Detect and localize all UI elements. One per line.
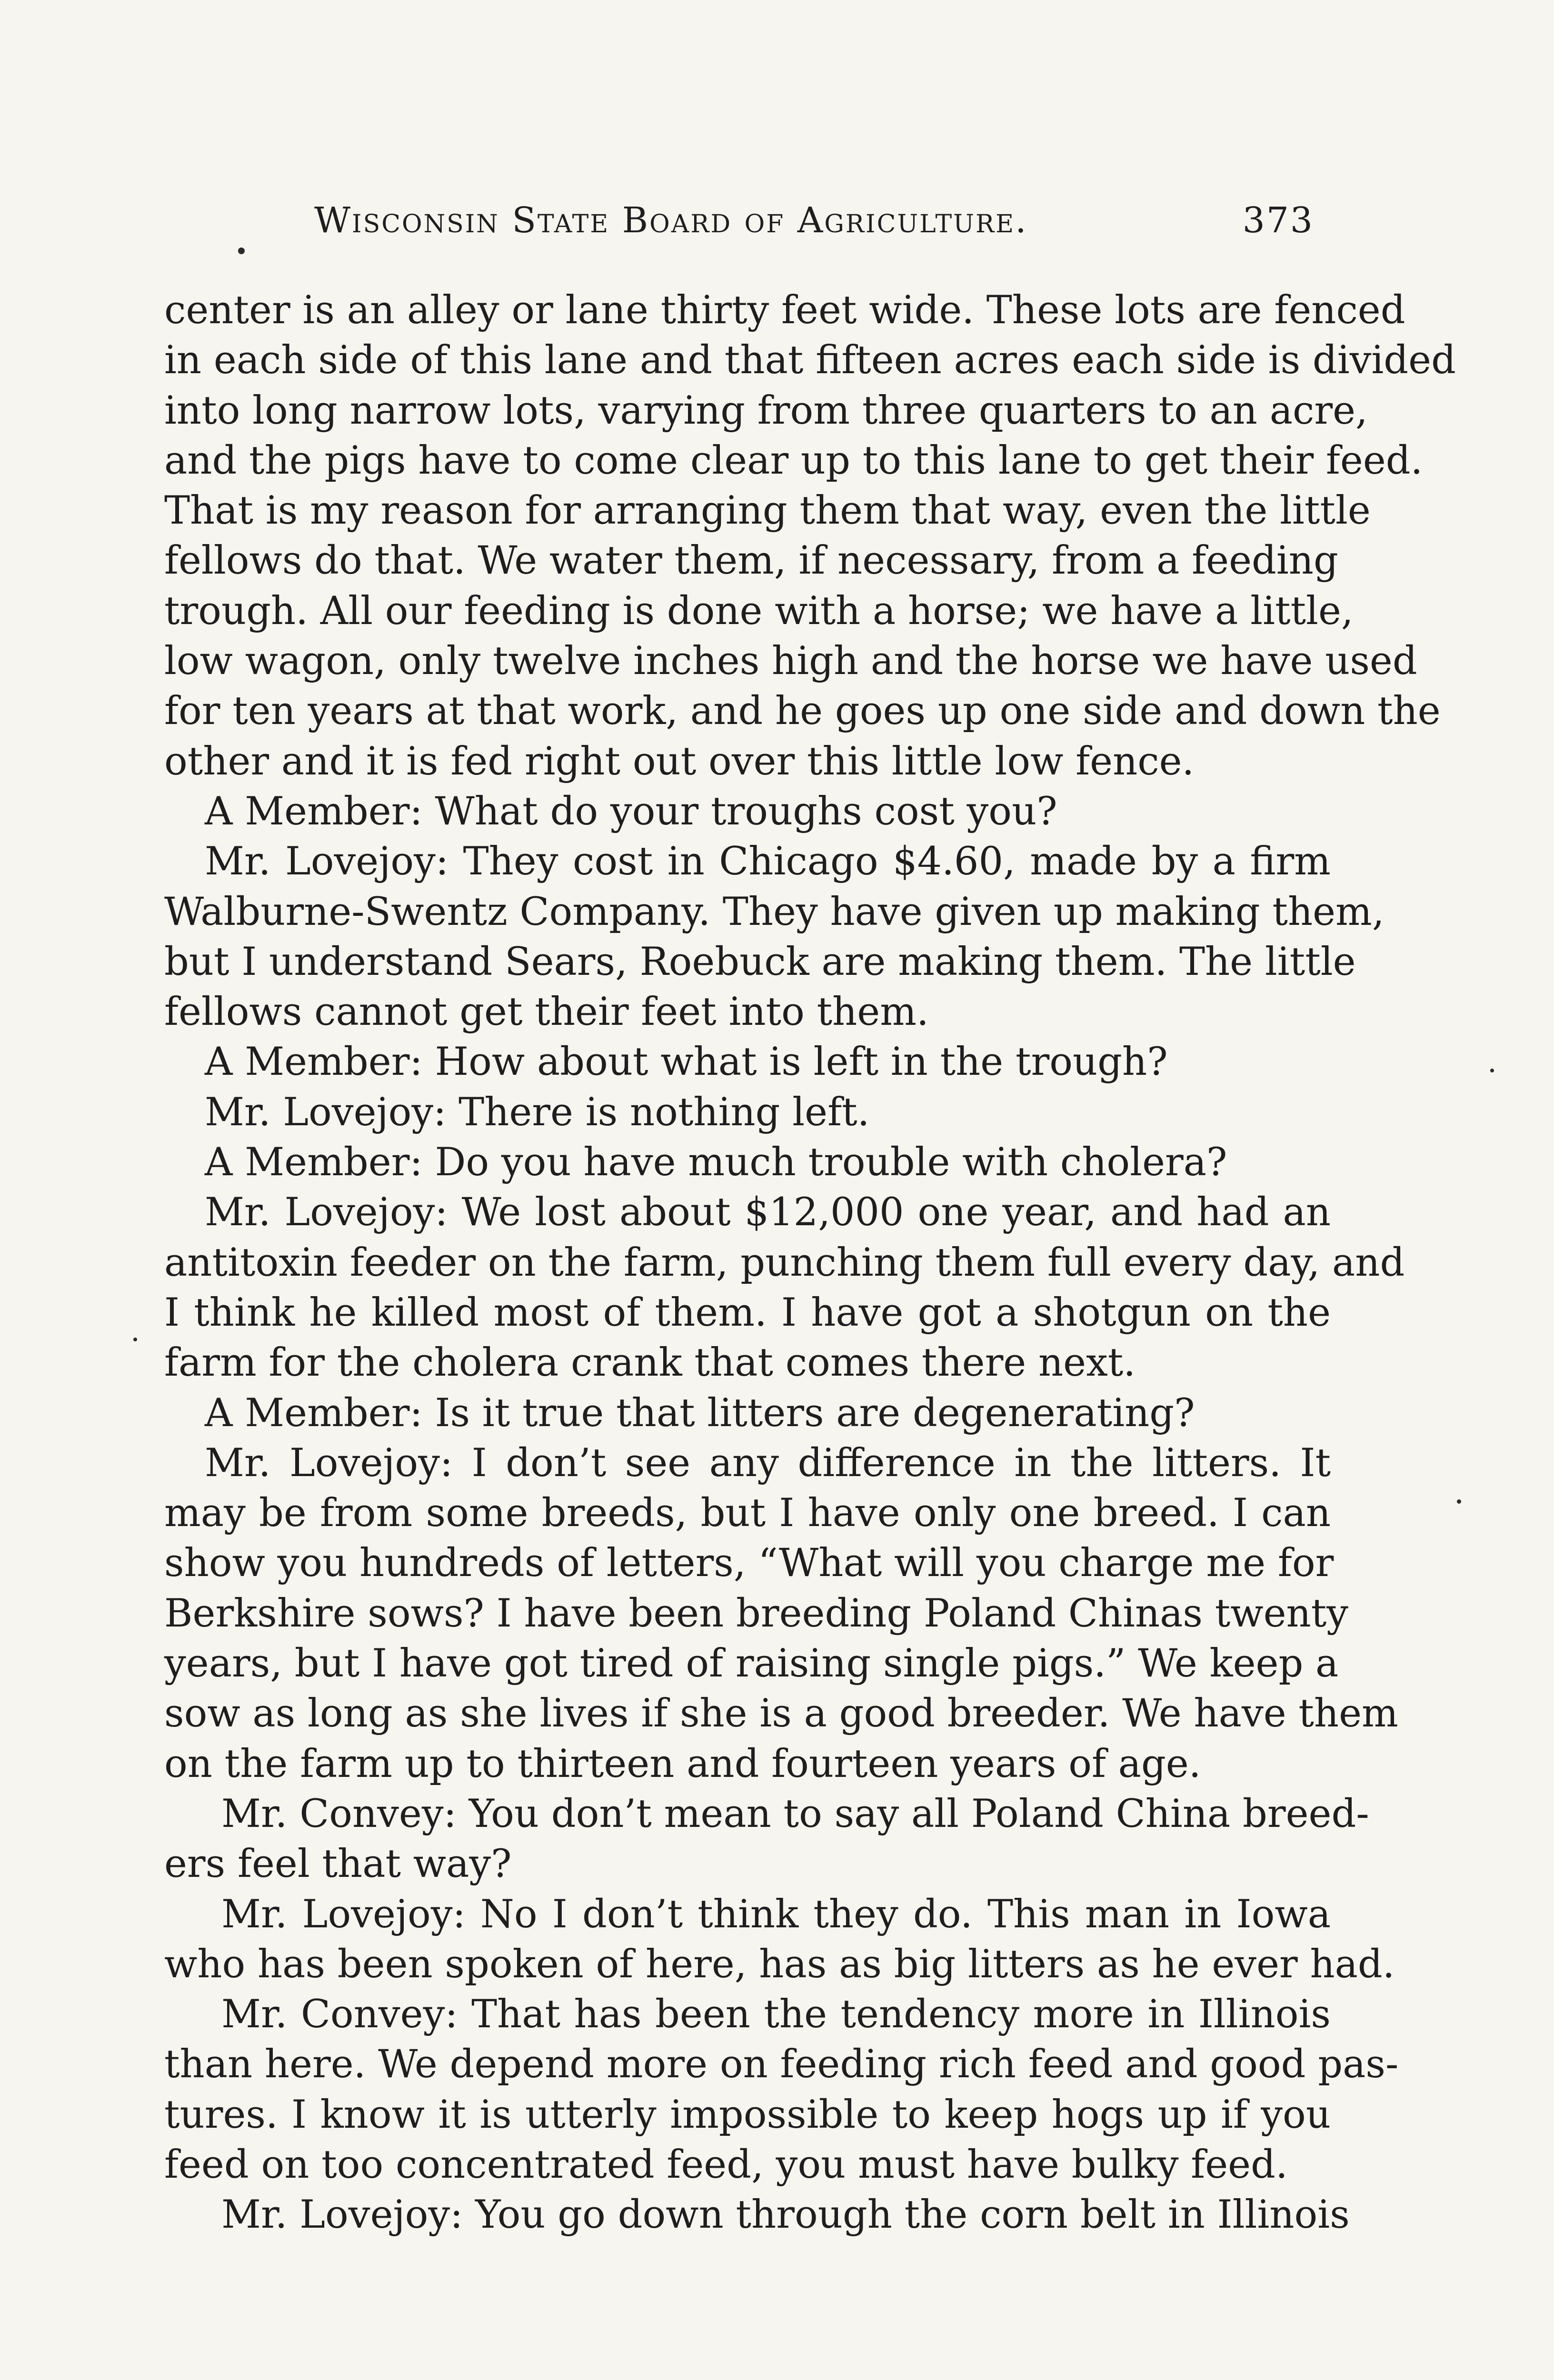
text-line: trough. All our feeding is done with a horse; we have a little, bbox=[164, 588, 1354, 634]
dialogue-line: Mr. Lovejoy: No I don’t think they do. This man in Iowa bbox=[221, 1892, 1331, 1937]
text-line: show you hundreds of letters, “What will you charge me for bbox=[164, 1541, 1334, 1586]
ink-speck bbox=[133, 1338, 137, 1341]
dialogue-line: Mr. Convey: You don’t mean to say all Poland China breed- bbox=[221, 1791, 1369, 1836]
dialogue-line: Mr. Lovejoy: They cost in Chicago $4.60, made by a firm bbox=[205, 839, 1331, 884]
page-number: 373 bbox=[1242, 200, 1314, 241]
text-line: I think he killed most of them. I have got a shotgun on the bbox=[164, 1290, 1331, 1335]
text-line: center is an alley or lane thirty feet wide. These lots are fenced bbox=[164, 288, 1405, 333]
dialogue-line: Mr. Convey: That has been the tendency more in Illinois bbox=[221, 1992, 1331, 2037]
text-line: in each side of this lane and that fifteen acres each side is divided bbox=[164, 338, 1456, 383]
text-line: tures. I know it is utterly impossible to keep hogs up if you bbox=[164, 2092, 1331, 2137]
text-line: on the farm up to thirteen and fourteen years of age. bbox=[164, 1741, 1201, 1786]
text-line: into long narrow lots, varying from three quarters to an acre, bbox=[164, 388, 1368, 433]
text-line: but I understand Sears, Roebuck are making them. The little bbox=[164, 939, 1356, 984]
ink-speck bbox=[1457, 1499, 1461, 1504]
text-line: antitoxin feeder on the farm, punching them full every day, and bbox=[164, 1240, 1405, 1285]
dialogue-line: Mr. Lovejoy: We lost about $12,000 one year, and had an bbox=[205, 1190, 1331, 1235]
ink-speck bbox=[238, 248, 245, 254]
page-header bbox=[314, 200, 1314, 252]
body-text bbox=[164, 286, 1456, 2241]
ink-speck bbox=[1490, 1069, 1494, 1072]
text-line: than here. We depend more on feeding rich feed and good pas- bbox=[164, 2042, 1399, 2087]
dialogue-line: A Member: Do you have much trouble with cholera? bbox=[205, 1140, 1227, 1185]
text-line: Berkshire sows? I have been breeding Poland Chinas twenty bbox=[164, 1591, 1349, 1636]
text-line: That is my reason for arranging them that way, even the little bbox=[164, 488, 1371, 534]
dialogue-line: A Member: What do your troughs cost you? bbox=[205, 789, 1057, 834]
text-line: ers feel that way? bbox=[164, 1842, 512, 1887]
text-line: fellows do that. We water them, if necessary, from a feeding bbox=[164, 538, 1338, 584]
dialogue-line: A Member: How about what is left in the trough? bbox=[205, 1040, 1168, 1085]
text-line: low wagon, only twelve inches high and the horse we have used bbox=[164, 639, 1417, 684]
text-line: farm for the cholera crank that comes there next. bbox=[164, 1340, 1136, 1386]
dialogue-line: A Member: Is it true that litters are degenerating? bbox=[205, 1390, 1195, 1436]
dialogue-line: Mr. Lovejoy: I don’t see any difference in the litters. It bbox=[205, 1440, 1331, 1486]
text-line: sow as long as she lives if she is a good breeder. We have them bbox=[164, 1691, 1398, 1736]
text-line: and the pigs have to come clear up to this lane to get their feed. bbox=[164, 438, 1423, 483]
text-line: years, but I have got tired of raising single pigs.” We keep a bbox=[164, 1641, 1339, 1686]
text-line: other and it is fed right out over this little low fence. bbox=[164, 739, 1195, 784]
text-line: may be from some breeds, but I have only one breed. I can bbox=[164, 1491, 1331, 1536]
text-line: Walburne-Swentz Company. They have given up making them, bbox=[164, 889, 1385, 934]
dialogue-line: Mr. Lovejoy: There is nothing left. bbox=[205, 1090, 870, 1135]
text-line: for ten years at that work, and he goes up one side and down the bbox=[164, 689, 1441, 734]
text-line: fellows cannot get their feet into them. bbox=[164, 990, 929, 1035]
text-line: who has been spoken of here, has as big litters as he ever had. bbox=[164, 1942, 1395, 1987]
running-title: Wisconsin State Board of Agriculture. bbox=[314, 200, 1028, 241]
dialogue-line: Mr. Lovejoy: You go down through the corn belt in Illinois bbox=[221, 2192, 1350, 2238]
text-line: feed on too concentrated feed, you must have bulky feed. bbox=[164, 2142, 1288, 2187]
